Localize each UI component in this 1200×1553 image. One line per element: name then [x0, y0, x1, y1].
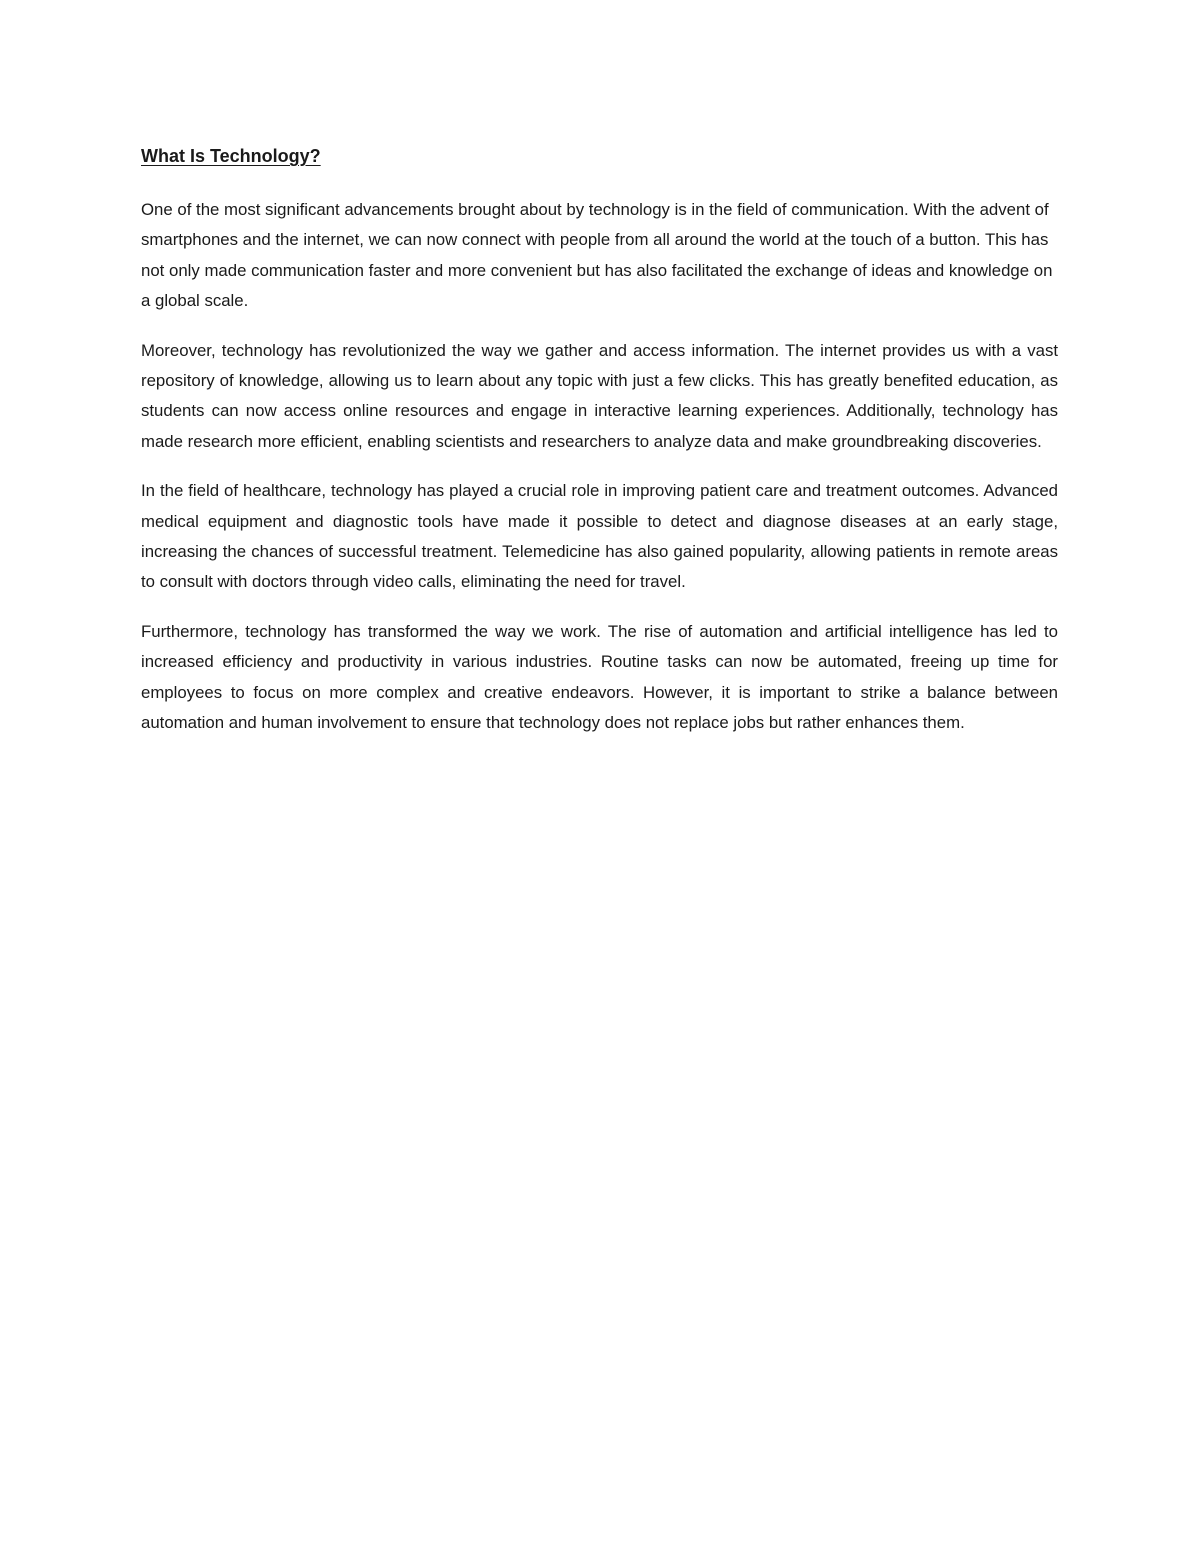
document-title: What Is Technology? — [141, 146, 321, 166]
document-body — [141, 141, 1058, 758]
paragraph-information: Moreover, technology has revolutionized the way we gather and access information. The internet provides us with a vast repository of knowledge, allowing us to learn about any topic with just a few clicks. This has greatly benefited education, as students can now access online resources and engage in interactive learning experiences. Additionally, technology has made research more efficient, enabling scientists and researchers to analyze data and make groundbreaking discoveries. — [141, 340, 1058, 451]
paragraph-work: Furthermore, technology has transformed the way we work. The rise of automation and artificial intelligence has led to increased efficiency and productivity in various industries. Routine tasks can now be automated, freeing up time for employees to focus on more complex and creative endeavors. However, it is important to strike a balance between automation and human involvement to ensure that technology does not replace jobs but rather enhances them. — [141, 621, 1058, 733]
paragraph-communication: One of the most significant advancements brought about by technology is in the field of communication. With the advent of smartphones and the internet, we can now connect with people from all around the world at the touch of a button. This has not only made communication faster and more convenient but has also facilitated the exchange of ideas and knowledge on a global scale. — [141, 200, 1053, 311]
paragraph-healthcare: In the field of healthcare, technology has played a crucial role in improving patient care and treatment outcomes. Advanced medical equipment and diagnostic tools have made it possible to detect and diagnose diseases at an early stage, increasing the chances of successful treatment. Telemedicine has also gained popularity, allowing patients in remote areas to consult with doctors through video calls, eliminating the need for travel. — [141, 481, 1058, 592]
